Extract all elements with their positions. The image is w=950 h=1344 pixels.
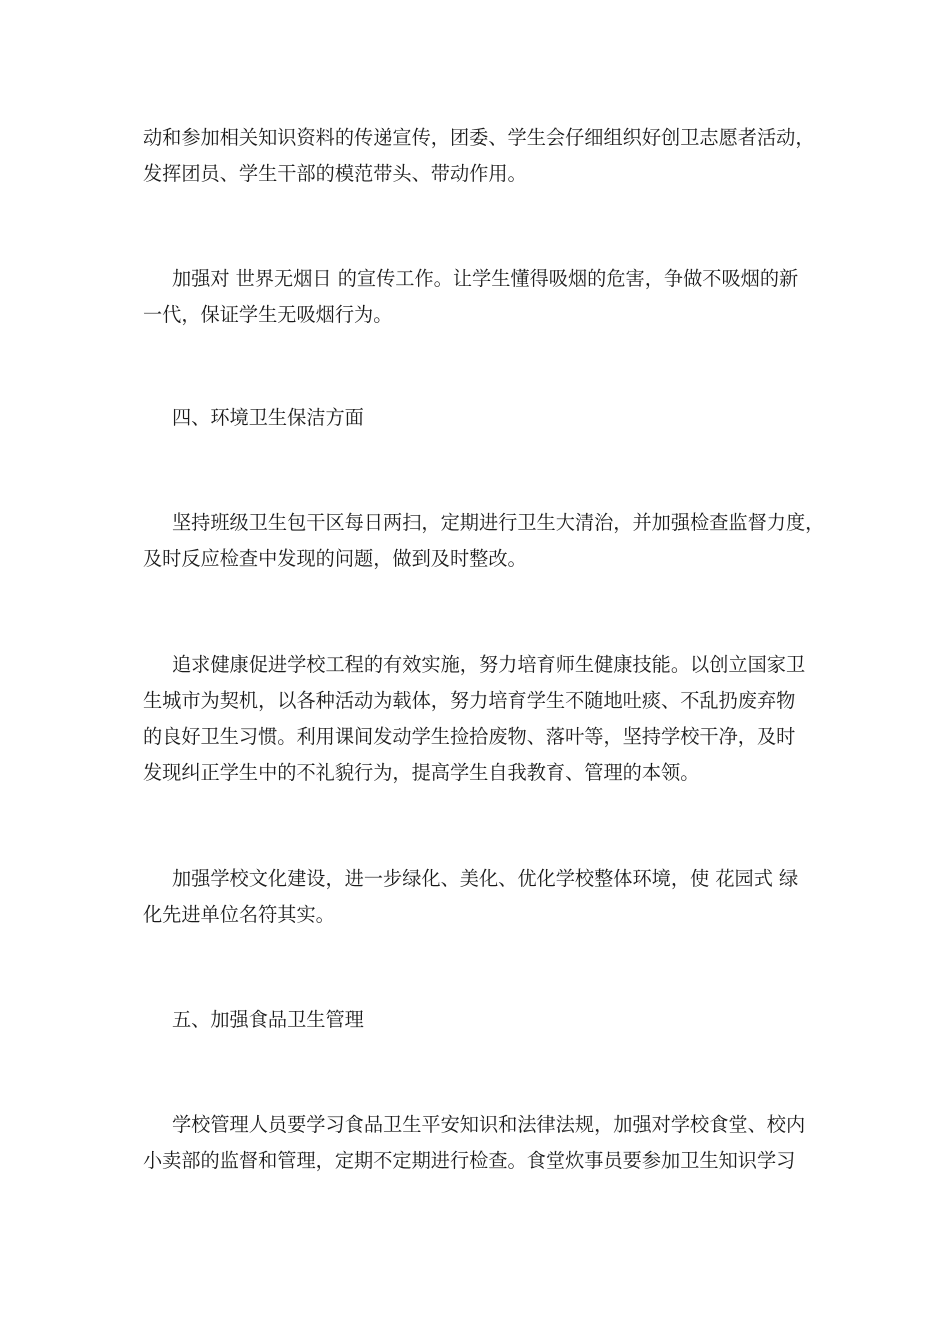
paragraph-2-line-2: 一代，保证学生无吸烟行为。 (143, 303, 393, 326)
paragraph-3-line-2: 及时反应检查中发现的问题，做到及时整改。 (143, 547, 527, 570)
paragraph-4-line-1: 追求健康促进学校工程的有效实施，努力培育师生健康技能。以创立国家卫 (172, 653, 806, 676)
paragraph-6-line-1: 学校管理人员要学习食品卫生平安知识和法律法规，加强对学校食堂、校内 (172, 1113, 806, 1136)
paragraph-5-line-1: 加强学校文化建设，进一步绿化、美化、优化学校整体环境，使 花园式 绿 (172, 867, 799, 890)
section-heading-4: 四、环境卫生保洁方面 (172, 406, 364, 429)
paragraph-1-line-1: 动和参加相关知识资料的传递宣传，团委、学生会仔细组织好创卫志愿者活动， (143, 126, 815, 149)
section-heading-5: 五、加强食品卫生管理 (172, 1008, 364, 1031)
paragraph-4-line-3: 的良好卫生习惯。利用课间发动学生捡拾废物、落叶等，坚持学校干净，及时 (143, 725, 796, 748)
paragraph-4-line-4: 发现纠正学生中的不礼貌行为，提高学生自我教育、管理的本领。 (143, 761, 700, 784)
paragraph-1-line-2: 发挥团员、学生干部的模范带头、带动作用。 (143, 162, 527, 185)
paragraph-6-line-2: 小卖部的监督和管理，定期不定期进行检查。食堂炊事员要参加卫生知识学习 (143, 1149, 796, 1172)
paragraph-2-line-1: 加强对 世界无烟日 的宣传工作。让学生懂得吸烟的危害，争做不吸烟的新 (172, 267, 799, 290)
paragraph-5-line-2: 化先进单位名符其实。 (143, 903, 335, 926)
paragraph-3-line-1: 坚持班级卫生包干区每日两扫，定期进行卫生大清治，并加强检查监督力度， (172, 511, 825, 534)
paragraph-4-line-2: 生城市为契机，以各种活动为载体，努力培育学生不随地吐痰、不乱扔废弃物 (143, 689, 796, 712)
